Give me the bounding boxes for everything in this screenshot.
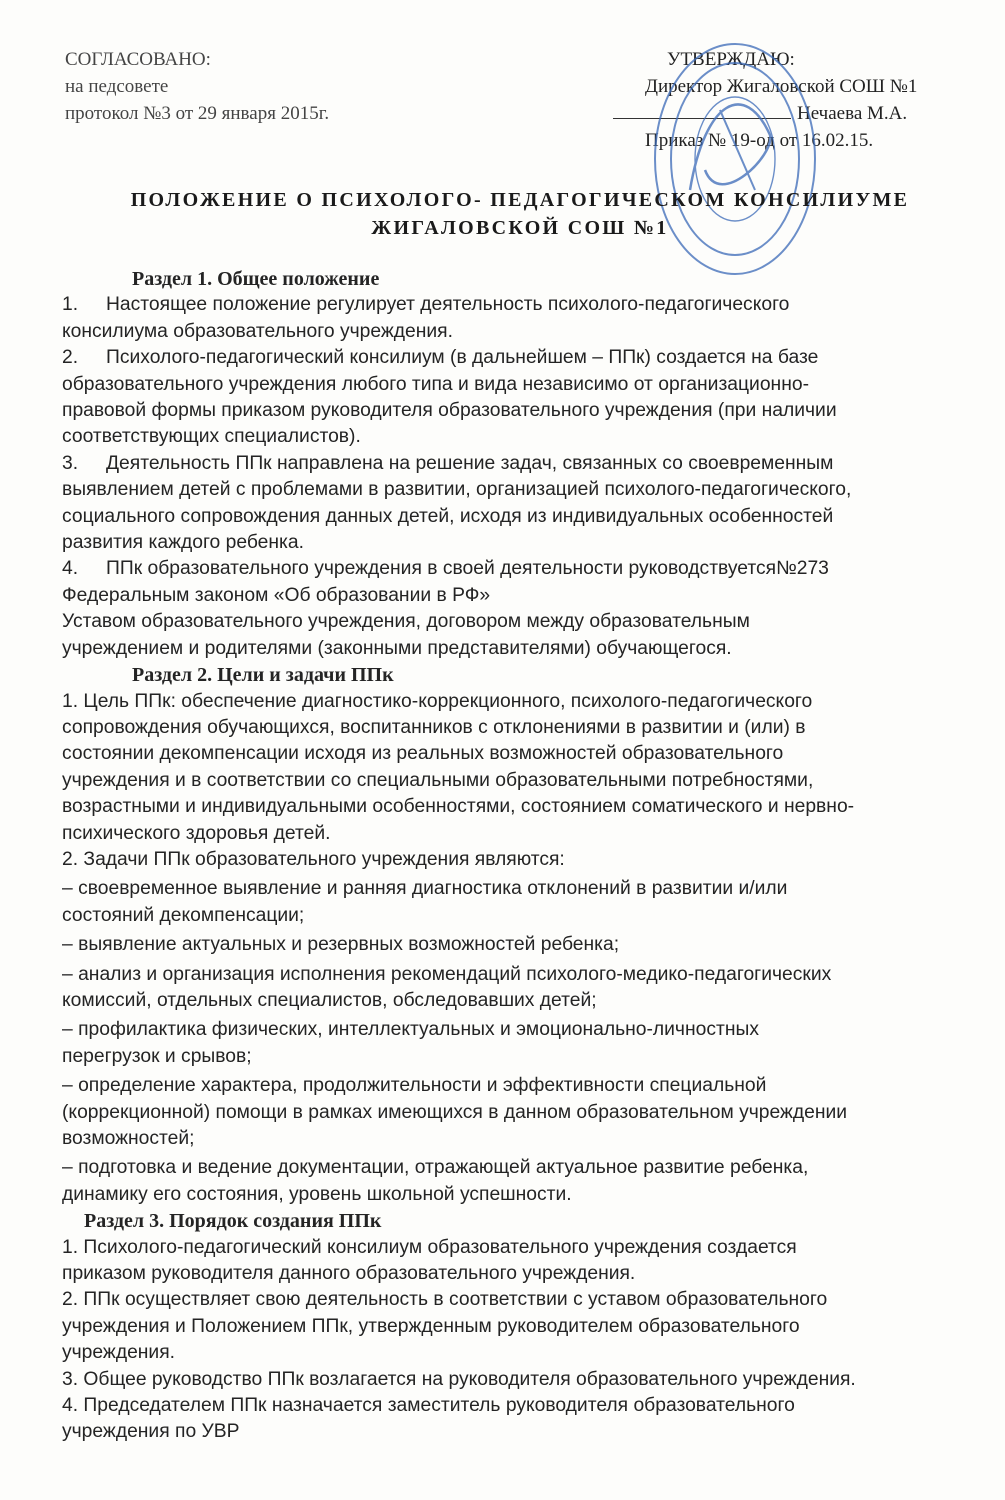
item-continuation: консилиума образовательного учреждения. xyxy=(62,320,453,342)
section-2-line: психического здоровья детей. xyxy=(62,822,331,844)
agreed-title: СОГЛАСОВАНО: xyxy=(65,49,211,70)
title-line-1: ПОЛОЖЕНИЕ О ПСИХОЛОГО- ПЕДАГОГИЧЕСКОМ КОНСИЛИУМЕ xyxy=(130,189,910,211)
item-continuation: социального сопровождения данных детей, исходя из индивидуальных особенностей xyxy=(62,505,834,527)
agreed-council: на педсовете xyxy=(65,76,169,97)
section-1-item xyxy=(62,292,967,318)
approve-signature-row xyxy=(645,100,995,127)
section-2-line: сопровождения обучающихся, воспитанников с отклонениями в развитии и (или) в xyxy=(62,716,806,738)
task-line: – профилактика физических, интеллектуальных и эмоционально-личностных xyxy=(62,1019,759,1041)
approve-director: Директор Жигаловской СОШ №1 xyxy=(645,76,918,97)
signature-line xyxy=(613,100,791,119)
item-continuation: правовой формы приказом руководителя образовательного учреждения (при наличии xyxy=(62,400,837,422)
item-continuation: Федеральным законом «Об образовании в РФ» xyxy=(62,584,491,606)
item-continuation: развития каждого ребенка. xyxy=(62,532,304,554)
approve-signature-name: Нечаева М.А. xyxy=(797,103,908,124)
section-1-item xyxy=(62,345,967,371)
document-body xyxy=(62,266,967,1446)
section-2-line: возрастными и индивидуальными особенностями, состоянием соматического и нервно- xyxy=(62,796,855,818)
section-3-line: 3. Общее руководство ППк возлагается на руководителя образовательного учреждения. xyxy=(62,1368,856,1390)
item-continuation: выявлением детей с проблемами в развитии, организацией психолого-педагогического, xyxy=(62,479,852,501)
section-3-heading: Раздел 3. Порядок создания ППк xyxy=(84,1210,382,1233)
item-text: Деятельность ППк направлена на решение задач, связанных со своевременным xyxy=(106,452,834,474)
section-2-heading: Раздел 2. Цели и задачи ППк xyxy=(132,664,394,687)
section-3-content xyxy=(62,1235,967,1446)
section-1-heading: Раздел 1. Общее положение xyxy=(132,268,380,290)
section-2-line: 1. Цель ППк: обеспечение диагностико-коррекционного, психолого-педагогического xyxy=(62,690,813,712)
section-3-line: учреждения по УВР xyxy=(62,1421,240,1443)
item-number: 1. xyxy=(62,294,79,316)
item-number: 4. xyxy=(62,558,79,580)
task-line: – своевременное выявление и ранняя диагностика отклонений в развитии и/или xyxy=(62,878,788,900)
task-line: комиссий, отдельных специалистов, обследовавших детей; xyxy=(62,989,597,1011)
item-text: Настоящее положение регулирует деятельность психолого-педагогического xyxy=(106,294,790,316)
section-2-content xyxy=(62,689,967,1209)
item-number: 3. xyxy=(62,452,79,474)
approve-block xyxy=(645,46,995,154)
item-continuation: соответствующих специалистов). xyxy=(62,426,361,448)
item-continuation: образовательного учреждения любого типа и вида независимо от организационно- xyxy=(62,373,809,395)
title-line-2: ЖИГАЛОВСКОЙ СОШ №1 xyxy=(371,217,669,239)
task-line: – определение характера, продолжительности и эффективности специальной xyxy=(62,1075,767,1097)
task-line: – анализ и организация исполнения рекомендаций психолого-медико-педагогических xyxy=(62,963,832,985)
section-3-line: 1. Психолого-педагогический консилиум образовательного учреждения создается xyxy=(62,1236,797,1258)
section-1-content xyxy=(62,292,967,662)
section-3-line: учреждения и Положением ППк, утвержденным руководителем образовательного xyxy=(62,1315,800,1337)
section-3-line: 2. ППк осуществляет свою деятельность в соответствии с уставом образовательного xyxy=(62,1289,828,1311)
agreed-block xyxy=(65,46,485,127)
document-title xyxy=(60,186,980,242)
task-line: перегрузок и срывов; xyxy=(62,1045,252,1067)
item-text: ППк образовательного учреждения в своей деятельности руководствуется№273 xyxy=(106,558,829,580)
task-line: возможностей; xyxy=(62,1128,195,1149)
section-3-line: учреждения. xyxy=(62,1342,176,1364)
section-3-line: приказом руководителя данного образовательного учреждения. xyxy=(62,1263,636,1285)
section-2-line: 2. Задачи ППк образовательного учреждения являются: xyxy=(62,848,565,870)
section-2-line: учреждения и в соответствии со специальными образовательными потребностями, xyxy=(62,769,814,791)
item-number: 2. xyxy=(62,347,79,369)
section-1-item xyxy=(62,556,967,582)
task-line: динамику его состояния, уровень школьной успешности. xyxy=(62,1183,572,1205)
approve-order: Приказ № 19-од от 16.02.15. xyxy=(645,130,874,151)
task-line: – выявление актуальных и резервных возможностей ребенка; xyxy=(62,934,620,956)
item-continuation: Уставом образовательного учреждения, договором между образовательным xyxy=(62,611,750,633)
item-text: Психолого-педагогический консилиум (в дальнейшем – ППк) создается на базе xyxy=(106,347,819,369)
task-line: (коррекционной) помощи в рамках имеющихся в данном образовательном учреждении xyxy=(62,1101,848,1123)
task-line: состояний декомпенсации; xyxy=(62,904,305,926)
section-2-line: состоянии декомпенсации исходя из реальных возможностей образовательного xyxy=(62,743,784,765)
section-1-item xyxy=(62,451,967,477)
agreed-protocol: протокол №3 от 29 января 2015г. xyxy=(65,103,330,124)
approve-title: УТВЕРЖДАЮ: xyxy=(667,49,795,70)
item-continuation: учреждением и родителями (законными представителями) обучающегося. xyxy=(62,637,732,659)
section-3-line: 4. Председателем ППк назначается заместитель руководителя образовательного xyxy=(62,1395,795,1417)
task-line: – подготовка и ведение документации, отражающей актуальное развитие ребенка, xyxy=(62,1157,809,1179)
